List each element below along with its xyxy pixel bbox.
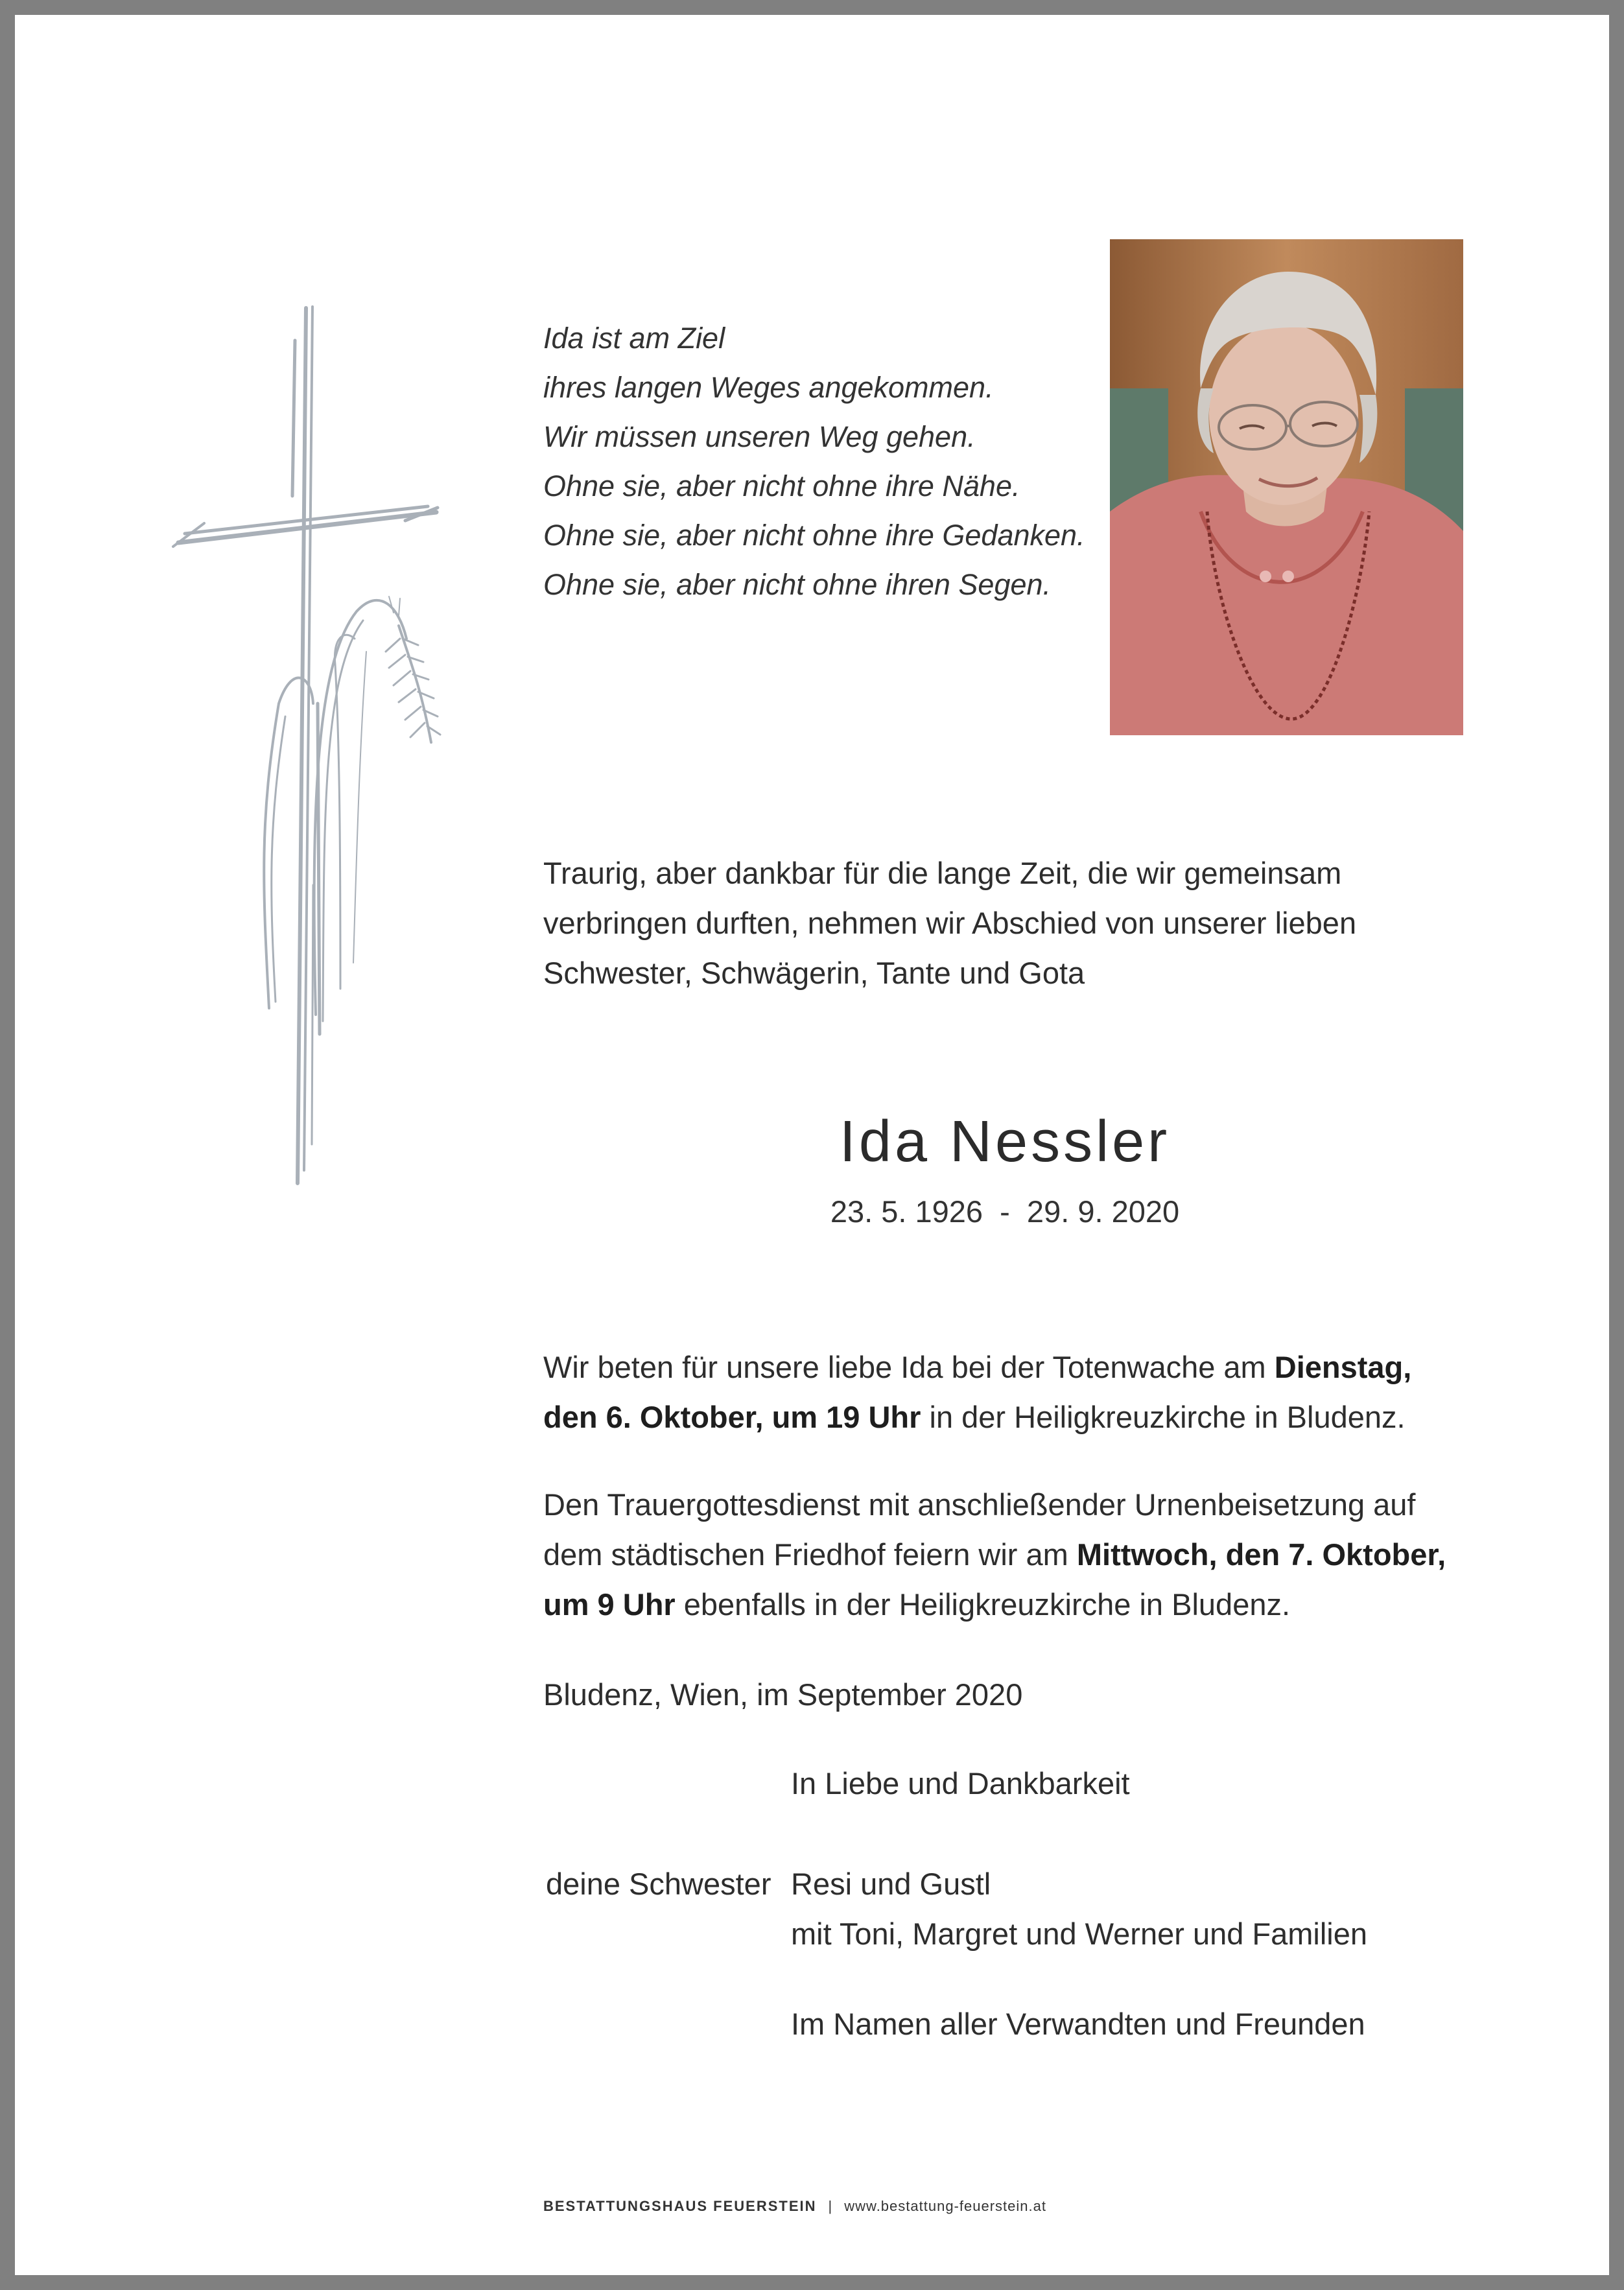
poem <box>543 314 1085 609</box>
life-dates: 23. 5. 1926 - 29. 9. 2020 <box>830 1194 1180 1229</box>
intro-paragraph <box>543 848 1356 998</box>
service-location: ebenfalls in der Heiligkreuzkirche in Bludenz. <box>675 1587 1291 1622</box>
service-text: dem städtischen Friedhof feiern wir am <box>543 1537 1077 1572</box>
portrait-photo <box>1110 239 1463 735</box>
service-time: um 9 Uhr <box>543 1587 676 1622</box>
signatory-others: Im Namen aller Verwandten und Freunden <box>791 2007 1365 2041</box>
poem-line: Ohne sie, aber nicht ohne ihren Segen. <box>543 568 1052 601</box>
poem-line: Wir müssen unseren Weg gehen. <box>543 420 976 453</box>
closing-line: In Liebe und Dankbarkeit <box>791 1766 1130 1800</box>
poem-line: Ida ist am Ziel <box>543 322 725 355</box>
footer-company: BESTATTUNGSHAUS FEUERSTEIN <box>543 2198 817 2214</box>
footer-website-link[interactable]: www.bestattung-feuerstein.at <box>844 2198 1046 2214</box>
intro-line: Schwester, Schwägerin, Tante und Gota <box>543 956 1085 990</box>
intro-line: Traurig, aber dankbar für die lange Zeit, die wir gemeinsam <box>543 856 1342 890</box>
footer <box>543 2198 1046 2215</box>
signatory-names: Resi und Gustl <box>791 1867 991 1901</box>
wake-day: Dienstag, <box>1274 1350 1412 1384</box>
poem-line: Ohne sie, aber nicht ohne ihre Nähe. <box>543 469 1020 502</box>
service-paragraph <box>543 1480 1446 1629</box>
service-date: Mittwoch, den 7. Oktober, <box>1076 1537 1446 1572</box>
signatory-family: mit Toni, Margret und Werner und Familien <box>791 1917 1368 1951</box>
wake-paragraph <box>543 1342 1411 1442</box>
wake-date-time: den 6. Oktober, um 19 Uhr <box>543 1400 921 1434</box>
wake-text: Wir beten für unsere liebe Ida bei der Totenwache am <box>543 1350 1275 1384</box>
poem-line: ihres langen Weges angekommen. <box>543 371 994 404</box>
wake-location: in der Heiligkreuzkirche in Bludenz. <box>921 1400 1406 1434</box>
relation-label: deine Schwester <box>546 1867 771 1901</box>
footer-separator: | <box>828 2198 833 2214</box>
poem-line: Ohne sie, aber nicht ohne ihre Gedanken. <box>543 519 1085 552</box>
cross-with-wheat-icon <box>165 301 464 1190</box>
intro-line: verbringen durften, nehmen wir Abschied von unserer lieben <box>543 906 1357 940</box>
service-text: Den Trauergottesdienst mit anschließender Urnenbeisetzung auf <box>543 1487 1416 1522</box>
place-date: Bludenz, Wien, im September 2020 <box>543 1677 1023 1712</box>
deceased-name: Ida Nessler <box>839 1109 1171 1174</box>
